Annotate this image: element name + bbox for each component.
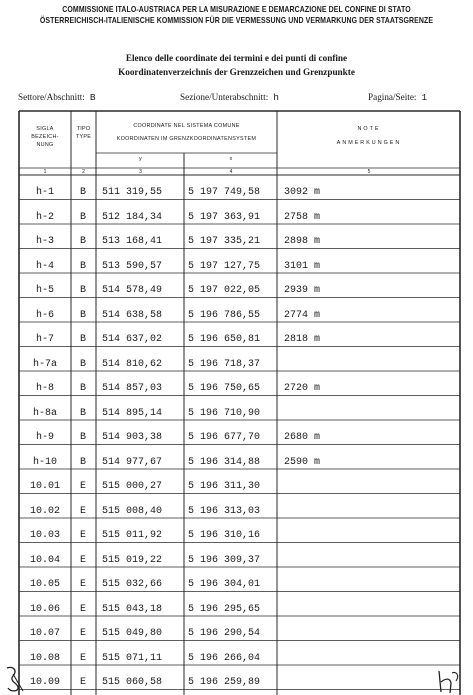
coordinate-y-cell: 514 977,67 [102,456,163,468]
coordinate-x-cell: 5 196 304,01 [188,579,261,590]
note-cell: 2720 m [284,383,321,394]
coordinate-x-cell: 5 196 314,88 [188,456,261,468]
sigla-cell: 10.04 [29,554,60,566]
coordinate-y-cell: 514 638,58 [102,309,163,321]
sigla-cell: h-1 [35,187,54,198]
tipo-cell: B [79,285,86,296]
coordinate-y-cell: 514 895,14 [102,407,163,419]
header-note-it: NOTE [357,126,381,132]
coordinate-y-cell: 515 060,58 [102,677,163,688]
sigla-cell: 10.03 [29,530,60,541]
coordinate-y-cell: 515 019,22 [102,554,163,566]
tipo-cell: E [79,677,86,688]
note-cell: 2939 m [284,285,321,296]
coordinate-y-cell: 512 184,34 [102,211,163,223]
sigla-cell: h-9 [35,432,54,443]
tipo-cell: B [79,187,86,198]
header-sigla: SIGLA BEZEICH- NUNG [31,126,59,148]
col-number-3: 3 [139,169,142,175]
coordinate-x-cell: 5 196 677,70 [188,432,261,443]
tipo-cell: B [79,383,86,394]
coordinate-y-cell: 515 071,11 [102,652,163,664]
coordinate-x-cell: 5 196 259,89 [188,677,261,688]
sigla-cell: 10.06 [29,603,60,615]
note-cell: 3092 m [284,187,321,198]
sigla-cell: 10.05 [29,579,60,590]
tipo-cell: E [79,652,86,664]
coordinate-y-cell: 514 810,62 [102,358,163,370]
sigla-cell: h-10 [32,456,57,468]
pagina-value: 1 [421,92,428,103]
coordinate-y-cell: 514 903,38 [102,432,163,443]
coordinate-y-cell: 515 000,27 [102,481,163,492]
sigla-cell: 10.01 [29,481,60,492]
tipo-cell: E [79,530,86,541]
coordinate-y-cell: 515 043,18 [102,603,163,615]
coordinate-y-cell: 514 578,49 [102,285,163,296]
tipo-cell: B [79,358,86,370]
sigla-cell: h-6 [35,309,54,321]
coordinate-x-cell: 5 196 750,65 [188,383,261,394]
col-number-4: 4 [229,169,233,175]
col-number-5: 5 [367,169,371,175]
header-y: y [139,156,142,162]
tipo-cell: B [79,309,86,321]
coordinate-x-cell: 5 196 786,55 [188,309,261,321]
sigla-cell: h-4 [35,260,54,272]
sigla-cell: h-8a [32,407,57,419]
coordinate-y-cell: 515 032,66 [102,579,163,590]
sigla-cell: 10.02 [29,505,60,517]
sezione-label: Sezione/Unterabschnitt: [180,92,269,102]
coordinate-y-cell: 514 857,03 [102,383,163,394]
coordinate-x-cell: 5 196 710,90 [188,407,261,419]
handwritten-initials-left [4,664,26,694]
coordinate-x-cell: 5 197 363,91 [188,211,261,223]
settore-label: Settore/Abschnitt: [18,92,85,102]
coordinate-y-cell: 511 319,55 [102,187,163,198]
sigla-cell: h-5 [35,285,54,296]
note-cell: 2774 m [284,309,321,321]
sigla-cell: h-2 [35,211,54,223]
tipo-cell: E [79,481,86,492]
tipo-cell: E [79,505,86,517]
coordinate-y-cell: 514 637,02 [102,334,163,345]
tipo-cell: E [79,603,86,615]
sigla-cell: h-3 [35,236,54,247]
coordinate-x-cell: 5 197 749,58 [188,187,261,198]
tipo-cell: B [79,211,86,223]
coordinate-x-cell: 5 196 650,81 [188,334,261,345]
coordinate-y-cell: 513 590,57 [102,260,163,272]
commission-header-de: ÖSTERREICHISCH-ITALIENISCHE KOMMISSION FÜR DIE VERMESSUNG UND VERMARKUNG DER STAATSGRENZE [39,15,434,25]
sigla-cell: 10.08 [29,652,60,664]
coordinate-x-cell: 5 197 335,21 [188,236,261,247]
coordinate-x-cell: 5 196 266,04 [188,652,261,664]
note-cell: 2680 m [284,432,321,443]
note-cell: 2758 m [284,211,321,223]
header-tipo: TIPO TYPE [75,126,92,140]
col-number-1: 1 [43,169,47,175]
coordinate-y-cell: 515 011,92 [102,530,163,541]
header-x: x [229,156,233,162]
coordinate-x-cell: 5 196 718,37 [188,358,261,370]
sigla-cell: h-7a [32,358,57,370]
handwritten-initials-right [434,667,462,695]
header-note-de: ANMERKUNGEN [336,140,402,146]
header-coordinate-it: COORDINATE NEL SISTEMA COMUNE [133,123,240,129]
coordinate-x-cell: 5 197 022,05 [188,285,261,296]
coordinate-y-cell: 515 049,80 [102,628,163,639]
tipo-cell: B [79,334,86,345]
sezione-value: h [273,92,279,103]
coordinate-x-cell: 5 196 311,30 [188,481,261,492]
pagina-label: Pagina/Seite: [368,92,417,102]
header-coordinate-de: KOORDINATEN IM GRENZKOORDINATENSYSTEM [116,136,257,142]
tipo-cell: E [79,579,86,590]
tipo-cell: B [79,236,86,247]
col-number-2: 2 [82,169,85,175]
note-cell: 2590 m [284,456,321,468]
coordinate-x-cell: 5 196 310,16 [188,530,261,541]
sigla-cell: h-8 [35,383,54,394]
coordinate-y-cell: 513 168,41 [102,236,163,247]
settore-value: B [89,92,96,103]
document-title-de: Koordinatenverzeichnis der Grenzzeichen und Grenzpunkte [118,67,355,77]
coordinate-x-cell: 5 196 313,03 [188,505,261,517]
tipo-cell: B [79,432,86,443]
coordinate-y-cell: 515 008,40 [102,505,163,517]
coordinate-x-cell: 5 196 290,54 [188,628,261,639]
tipo-cell: E [79,554,86,566]
coordinate-x-cell: 5 196 295,65 [188,603,261,615]
document-title-it: Elenco delle coordinate dei termini e dei punti di confine [125,53,348,63]
tipo-cell: E [79,628,86,639]
coordinate-x-cell: 5 197 127,75 [188,260,261,272]
note-cell: 2818 m [284,334,321,345]
sigla-cell: 10.07 [29,628,60,639]
commission-header-it: COMMISSIONE ITALO-AUSTRIACA PER LA MISURAZIONE E DEMARCAZIONE DEL CONFINE DI STATO [62,4,411,14]
tipo-cell: B [79,260,86,272]
sigla-cell: h-7 [35,334,54,345]
note-cell: 2898 m [284,236,321,247]
sigla-cell: 10.09 [29,677,60,688]
tipo-cell: B [79,456,86,468]
coordinate-x-cell: 5 196 309,37 [188,554,261,566]
note-cell: 3101 m [284,260,321,272]
tipo-cell: B [79,407,86,419]
